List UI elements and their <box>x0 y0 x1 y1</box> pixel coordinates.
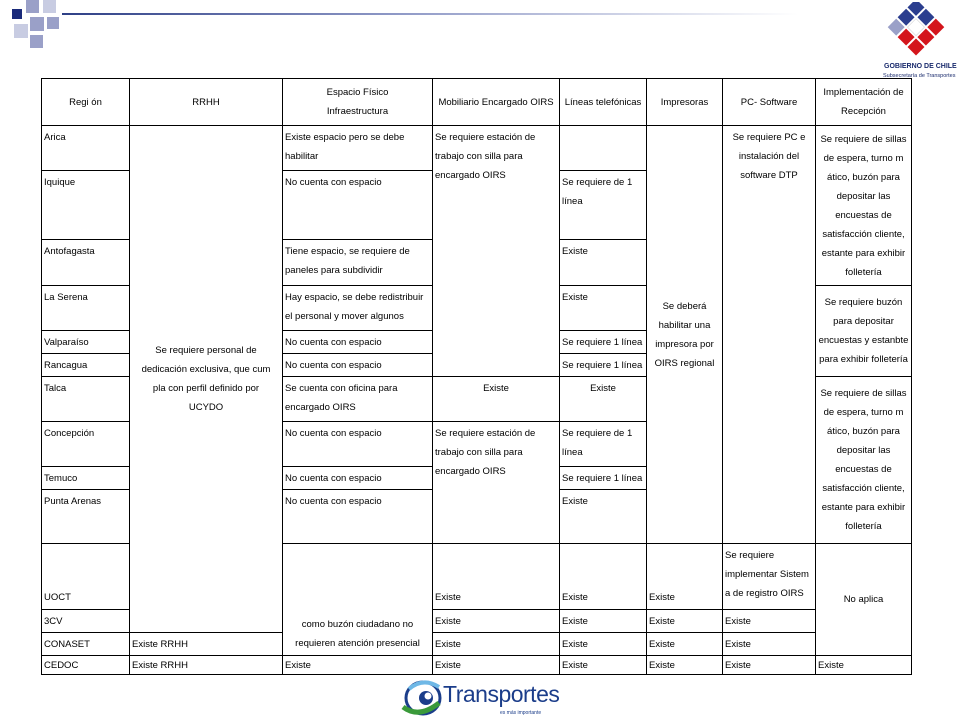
lineas-conaset: Existe <box>559 632 647 656</box>
corner-square-7 <box>30 35 43 48</box>
mobiliario-concepcion-group: Se requiere estación de trabajo con silla para encargado OIRS <box>432 421 560 544</box>
oirs-table <box>41 78 912 675</box>
header-espacio-line2: Infraestructura <box>326 106 389 117</box>
region-talca: Talca <box>41 376 130 422</box>
header-impl: Implementación de Recepción <box>815 78 912 126</box>
region-conaset: CONASET <box>41 632 130 656</box>
region-iquique: Iquique <box>41 170 130 240</box>
lineas-uoct: Existe <box>559 543 647 610</box>
lineas-rancagua: Se requiere 1 línea <box>559 353 647 377</box>
mobiliario-uoct: Existe <box>432 543 560 610</box>
region-arica: Arica <box>41 125 130 171</box>
espacio-concepcion: No cuenta con espacio <box>282 421 433 467</box>
brand-line-2: Subsecretaría de Transportes <box>883 73 956 79</box>
impresoras-uoct: Existe <box>646 543 723 610</box>
espacio-antofagasta: Tiene espacio, se requiere de paneles para subdividir <box>282 239 433 286</box>
transportes-tagline: es más importante <box>500 710 542 716</box>
impl-cedoc: Existe <box>815 655 912 675</box>
impl-group-3: Se requiere de sillas de espera, turno m ático, buzón para depositar las encuestas de satisfacción cliente, estante para exhibir folletería <box>815 376 912 544</box>
lineas-iquique: Se requiere de 1 línea <box>559 170 647 240</box>
impresoras-3cv: Existe <box>646 609 723 633</box>
lineas-valparaiso: Se requiere 1 línea <box>559 330 647 354</box>
espacio-valparaiso: No cuenta con espacio <box>282 330 433 354</box>
mobiliario-arica-group: Se requiere estación de trabajo con silla para encargado OIRS <box>432 125 560 377</box>
impresoras-cedoc: Existe <box>646 655 723 675</box>
mobiliario-cedoc: Existe <box>432 655 560 675</box>
pc-merged: Se requiere PC e instalación del software DTP <box>722 125 816 544</box>
impresoras-conaset: Existe <box>646 632 723 656</box>
brand-line-1: GOBIERNO DE CHILE <box>884 63 957 70</box>
rrhh-conaset: Existe RRHH <box>129 632 283 656</box>
rrhh-cedoc: Existe RRHH <box>129 655 283 675</box>
pc-conaset: Existe <box>722 632 816 656</box>
impl-group-1: Se requiere de sillas de espera, turno m ático, buzón para depositar las encuestas de satisfacción cliente, estante para exhibir folletería <box>815 125 912 286</box>
impresoras-merged: Se deberá habilitar una impresora por OIRS regional <box>646 125 723 544</box>
corner-square-5 <box>30 17 44 31</box>
header-rule <box>62 13 798 15</box>
header-region: Regi ón <box>41 78 130 126</box>
header-pc: PC- Software <box>722 78 816 126</box>
region-temuco: Temuco <box>41 466 130 490</box>
region-3cv: 3CV <box>41 609 130 633</box>
impl-uoct-merged: No aplica <box>815 543 912 656</box>
pc-uoct: Se requiere implementar Sistem a de registro OIRS <box>722 543 816 610</box>
header-impresoras: Impresoras <box>646 78 723 126</box>
region-antofagasta: Antofagasta <box>41 239 130 286</box>
espacio-temuco: No cuenta con espacio <box>282 466 433 490</box>
pc-3cv: Existe <box>722 609 816 633</box>
corner-square-3 <box>43 0 56 13</box>
gobierno-emblem-icon <box>876 2 956 62</box>
espacio-rancagua: No cuenta con espacio <box>282 353 433 377</box>
espacio-talca: Se cuenta con oficina para encargado OIRS <box>282 376 433 422</box>
region-valparaiso: Valparaíso <box>41 330 130 354</box>
gobierno-logo <box>876 2 956 82</box>
rrhh-merged: Se requiere personal de dedicación exclusiva, que cum pla con perfil definido por UCYDO <box>129 125 283 633</box>
espacio-arica: Existe espacio pero se debe habilitar <box>282 125 433 171</box>
lineas-arica <box>559 125 647 171</box>
corner-square-2 <box>26 0 39 13</box>
header-mobiliario: Mobiliario Encargado OIRS <box>432 78 560 126</box>
espacio-laserena: Hay espacio, se debe redistribuir el personal y mover algunos <box>282 285 433 331</box>
transportes-logo <box>399 677 559 720</box>
corner-square-6 <box>47 17 59 29</box>
header-rrhh: RRHH <box>129 78 283 126</box>
lineas-cedoc: Existe <box>559 655 647 675</box>
region-rancagua: Rancagua <box>41 353 130 377</box>
espacio-cedoc: Existe <box>282 655 433 675</box>
header-lineas: Líneas telefónicas <box>559 78 647 126</box>
region-cedoc: CEDOC <box>41 655 130 675</box>
header-espacio-line1: Espacio Físico <box>326 87 389 98</box>
corner-square-4 <box>14 24 28 38</box>
espacio-uoct-merged: como buzón ciudadano no requieren atención presencial <box>282 543 433 656</box>
transportes-swirl-icon <box>399 677 445 720</box>
region-laserena: La Serena <box>41 285 130 331</box>
lineas-antofagasta: Existe <box>559 239 647 286</box>
lineas-laserena: Existe <box>559 285 647 331</box>
mobiliario-talca: Existe <box>432 376 560 422</box>
region-concepcion: Concepción <box>41 421 130 467</box>
pc-cedoc: Existe <box>722 655 816 675</box>
mobiliario-conaset: Existe <box>432 632 560 656</box>
lineas-3cv: Existe <box>559 609 647 633</box>
lineas-puntaarenas: Existe <box>559 489 647 544</box>
transportes-wordmark: Transportes <box>443 681 560 707</box>
espacio-iquique: No cuenta con espacio <box>282 170 433 240</box>
header-espacio <box>282 78 433 126</box>
mobiliario-3cv: Existe <box>432 609 560 633</box>
corner-square-1 <box>12 9 22 19</box>
espacio-puntaarenas: No cuenta con espacio <box>282 489 433 544</box>
lineas-talca: Existe <box>559 376 647 422</box>
region-uoct: UOCT <box>41 543 130 610</box>
impl-group-2: Se requiere buzón para depositar encuestas y estanbte para exhibir folletería <box>815 285 912 377</box>
lineas-concepcion: Se requiere de 1 línea <box>559 421 647 467</box>
region-puntaarenas: Punta Arenas <box>41 489 130 544</box>
lineas-temuco: Se requiere 1 línea <box>559 466 647 490</box>
